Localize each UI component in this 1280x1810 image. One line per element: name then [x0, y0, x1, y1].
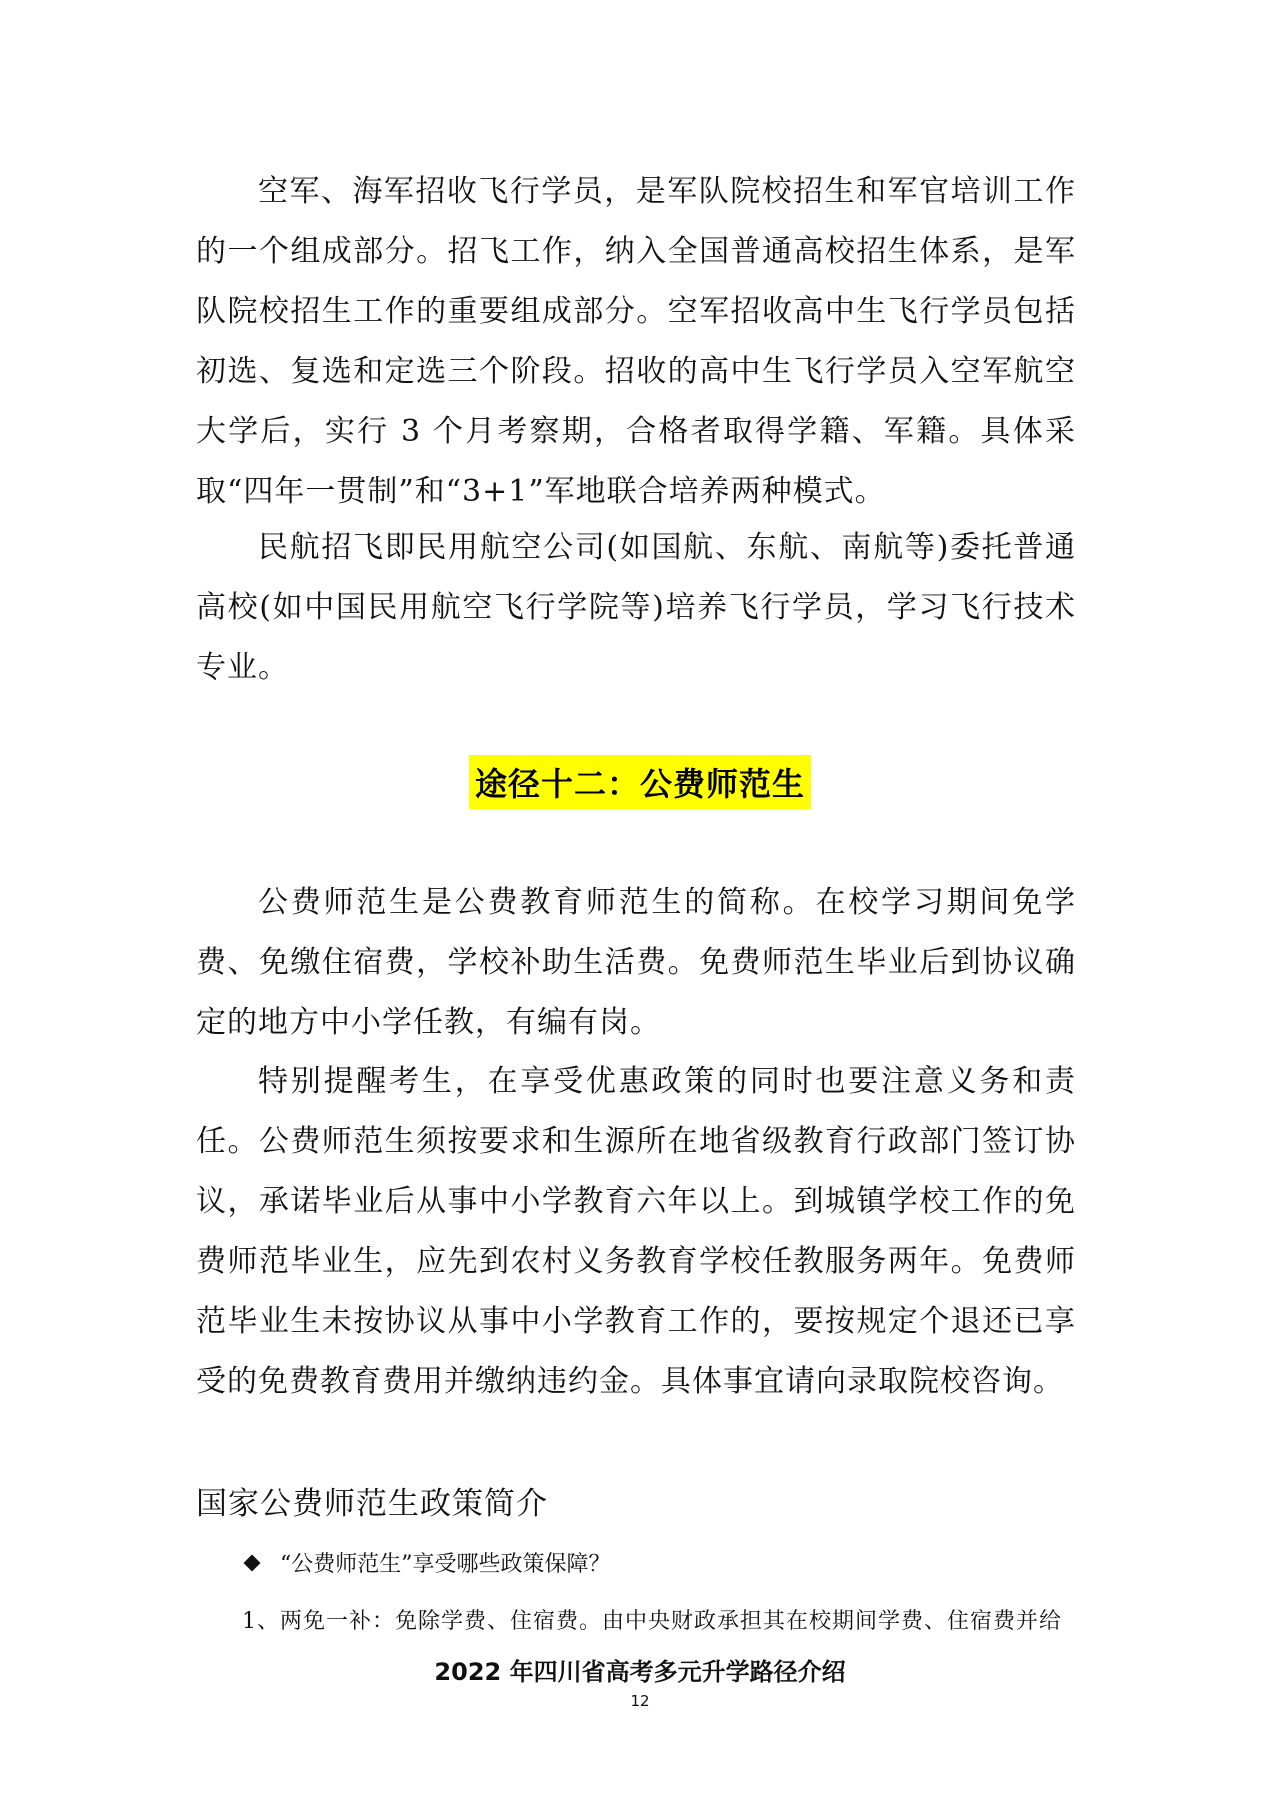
paragraph-civil-aviation-recruitment: 民航招飞即民用航空公司(如国航、东航、南航等)委托普通高校(如中国民用航空飞行学院等)培养飞行学员，学习飞行技术专业。 — [196, 530, 1076, 685]
footer-title: 2022 年四川省高考多元升学路径介绍 — [434, 1658, 846, 1686]
paragraph-air-force-recruitment: 空军、海军招收飞行学员，是军队院校招生和军官培训工作的一个组成部分。招飞工作，纳入全国普通高校招生体系，是军队院校招生工作的重要组成部分。空军招收高中生飞行学员包括初选、复选和定选三个阶段。招收的高中生飞行学员入空军航空大学后，实行 3 个月考察期，合格者取得学籍、军籍。具体采取“四年一贯制”和“3+1”军地联合培养两种模式。 — [196, 174, 1076, 509]
policy-item-1: 1、两免一补：免除学费、住宿费。由中央财政承担其在校期间学费、住宿费并给 — [242, 1609, 1062, 1634]
policy-subheading: 国家公费师范生政策简介 — [196, 1486, 548, 1522]
section-heading-container — [0, 755, 1280, 809]
diamond-bullet-icon — [244, 1554, 261, 1571]
bullet-question — [246, 1547, 611, 1578]
paragraph-public-funded-normal-students: 公费师范生是公费教育师范生的简称。在校学习期间免学费、免缴住宿费，学校补助生活费。免费师范生毕业后到协议确定的地方中小学任教，有编有岗。 — [196, 885, 1076, 1040]
page-number: 12 — [630, 1692, 650, 1710]
section-heading: 途径十二：公费师范生 — [469, 755, 811, 809]
bullet-question-text: “公费师范生”享受哪些政策保障？ — [280, 1552, 611, 1577]
paragraph-special-reminder: 特别提醒考生，在享受优惠政策的同时也要注意义务和责任。公费师范生须按要求和生源所在地省级教育行政部门签订协议，承诺毕业后从事中小学教育六年以上。到城镇学校工作的免费师范毕业生，应先到农村义务教育学校任教服务两年。免费师范毕业生未按协议从事中小学教育工作的，要按规定个退还已享受的免费教育费用并缴纳违约金。具体事宜请向录取院校咨询。 — [196, 1064, 1076, 1399]
